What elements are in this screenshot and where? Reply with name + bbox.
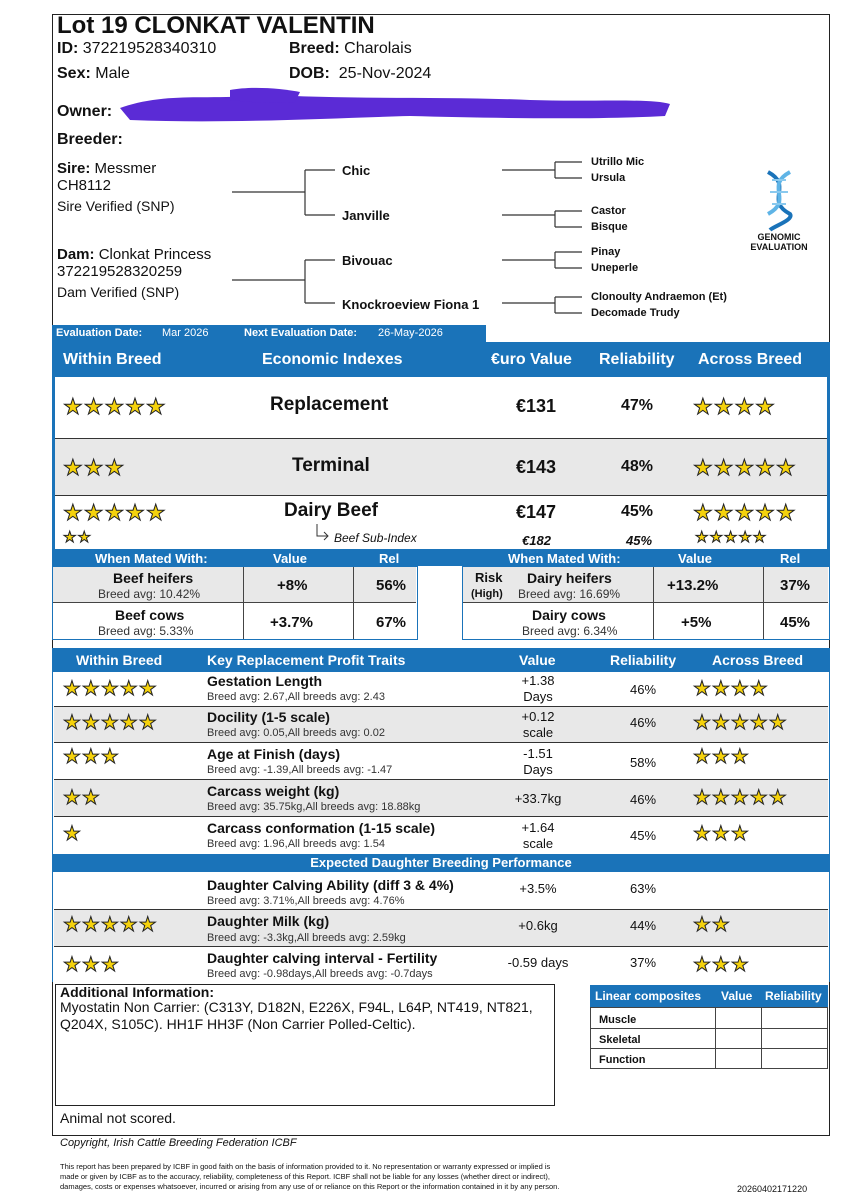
replacement-within-stars: ★★★★★	[63, 394, 167, 419]
beef-heifers-value: +8%	[277, 577, 308, 594]
conformation-rel: 45%	[630, 828, 657, 843]
dam-block: Dam: Clonkat Princess 372219528320259 Dam Verified (SNP)	[57, 246, 212, 300]
linear-muscle: Muscle	[599, 1014, 637, 1026]
gestation-within-stars: ★★★★★	[63, 678, 158, 700]
conformation-within-stars: ★	[63, 823, 82, 845]
milk-rel: 44%	[630, 918, 657, 933]
linear-header-rel: Reliability	[765, 989, 822, 1003]
beef-heifers-avg: Breed avg: 10.42%	[98, 587, 201, 601]
replacement-rel: 47%	[621, 397, 654, 414]
animal-id: ID: 372219528340310	[57, 40, 217, 57]
beef-heifers-rel: 56%	[376, 577, 407, 594]
mated-header-rel-left: Rel	[379, 551, 400, 566]
mated-right-box	[462, 566, 830, 640]
terminal-across-stars: ★★★★★	[693, 455, 797, 480]
terminal-within-stars: ★★★	[63, 455, 126, 480]
fertility-name: Daughter calving interval - Fertility	[207, 950, 438, 966]
terminal-rel: 48%	[621, 458, 654, 475]
dairy-heifers-name: Dairy heifers	[527, 570, 612, 586]
breeder-label: Breeder:	[57, 131, 123, 148]
finish-rel: 58%	[630, 755, 657, 770]
animal-scored: Animal not scored.	[60, 1110, 176, 1126]
daughter-header-label: Expected Daughter Breeding Performance	[310, 855, 572, 870]
print-stamp: 20260402171220	[737, 1184, 808, 1194]
fertility-rel: 37%	[630, 955, 657, 970]
copyright: Copyright, Irish Cattle Breeding Federation ICBF	[60, 1137, 297, 1149]
milk-value: +0.6kg	[518, 918, 558, 933]
traits-header-value: Value	[519, 652, 556, 668]
milk-avg: Breed avg: -3.3kg,All breeds avg: 2.59kg	[207, 932, 406, 944]
terminal-name: Terminal	[292, 455, 370, 476]
finish-across-stars: ★★★	[693, 746, 750, 768]
fertility-across-stars: ★★★	[693, 954, 750, 976]
risk-level: (High)	[471, 588, 503, 600]
gg-3: Castor	[591, 205, 626, 217]
traits-header-name: Key Replacement Profit Traits	[207, 652, 406, 668]
carcass-weight-value: +33.7kg	[514, 791, 562, 806]
subindex-name: Beef Sub-Index	[334, 531, 417, 545]
dam-sire: Bivouac	[342, 253, 393, 268]
dairy-cows-value: +5%	[681, 614, 712, 631]
dairy-cows-name: Dairy cows	[532, 607, 606, 623]
carcass-weight-within-stars: ★★	[63, 787, 101, 809]
index-header-name: Economic Indexes	[262, 351, 403, 368]
additional-label: Additional Information:	[60, 984, 214, 1000]
finish-within-stars: ★★★	[63, 746, 120, 768]
mated-header-rel-right: Rel	[780, 551, 801, 566]
docility-avg: Breed avg: 0.05,All breeds avg: 0.02	[207, 727, 385, 739]
dairybeef-value: €147	[516, 502, 557, 522]
finish-value: -1.51 Days	[523, 746, 553, 777]
gestation-rel: 46%	[630, 682, 657, 697]
calving-ability-name: Daughter Calving Ability (diff 3 & 4%)	[207, 877, 454, 893]
mated-header-value-left: Value	[273, 551, 307, 566]
gg-6: Uneperle	[591, 262, 639, 274]
disclaimer: This report has been prepared by ICBF in good faith on the basis of information provided to it. No representation or warranty expressed or implied is made or given by ICBF as to the accuracy, reliability, completeness of this Report. ICBF shall not be liable for any losses (whether direct or indirect), damages, costs or expenses whatsoever, incurred or arising from any use of or reliance on this Report or the information contained in it by any person.	[60, 1162, 560, 1191]
dairy-cows-rel: 45%	[780, 614, 811, 631]
beef-heifers-name: Beef heifers	[113, 570, 194, 586]
traits-header-across: Across Breed	[712, 652, 804, 668]
mated-header-right: When Mated With:	[508, 551, 621, 566]
gg-4: Bisque	[591, 221, 628, 233]
finish-name: Age at Finish (days)	[207, 746, 341, 762]
fertility-avg: Breed avg: -0.98days,All breeds avg: -0.7days	[207, 968, 433, 980]
breed: Breed: Charolais	[289, 40, 412, 57]
subindex-arrow-icon	[314, 524, 330, 542]
calving-ability-value: +3.5%	[519, 881, 557, 896]
subindex-within-stars: ★★	[63, 529, 92, 546]
replacement-across-stars: ★★★★	[693, 394, 776, 419]
beef-cows-value: +3.7%	[270, 614, 313, 631]
milk-across-stars: ★★	[693, 914, 731, 936]
owner-label: Owner:	[57, 103, 113, 120]
dairybeef-rel: 45%	[621, 503, 654, 520]
gg-2: Ursula	[591, 172, 626, 184]
docility-name: Docility (1-5 scale)	[207, 709, 330, 725]
gg-7: Clonoulty Andraemon (Et)	[591, 291, 727, 303]
beef-cows-avg: Breed avg: 5.33%	[98, 624, 194, 638]
milk-within-stars: ★★★★★	[63, 914, 158, 936]
sire-block: Sire: Messmer CH8112 Sire Verified (SNP)	[57, 160, 175, 214]
docility-value: +0.12 scale	[521, 709, 555, 740]
traits-header-rel: Reliability	[610, 652, 677, 668]
dairybeef-across-stars: ★★★★★	[693, 500, 797, 525]
dna-icon	[760, 170, 798, 232]
gestation-value: +1.38 Days	[521, 673, 555, 704]
traits-header-within: Within Breed	[76, 652, 163, 668]
gestation-name: Gestation Length	[207, 673, 323, 689]
mated-header-value-right: Value	[678, 551, 712, 566]
replacement-value: €131	[516, 396, 557, 416]
mated-header-left: When Mated With:	[95, 551, 208, 566]
carcass-weight-rel: 46%	[630, 792, 657, 807]
linear-header-value: Value	[721, 989, 753, 1003]
additional-text: Myostatin Non Carrier: (C313Y, D182N, E226X, F94L, L64P, NT419, NT821, Q204X, S105C). HH1F HH3F (Non Carrier Polled-Celtic).	[60, 999, 533, 1032]
subindex-across-stars: ★★★★★	[695, 529, 768, 546]
index-header-within: Within Breed	[63, 351, 162, 368]
carcass-weight-avg: Breed avg: 35.75kg,All breeds avg: 18.88kg	[207, 801, 421, 813]
dairy-heifers-rel: 37%	[780, 577, 811, 594]
docility-rel: 46%	[630, 715, 657, 730]
gg-1: Utrillo Mic	[591, 156, 645, 168]
subindex-value: €182	[522, 533, 551, 548]
evaluation-bar: Evaluation Date: Mar 2026 Next Evaluation Date: 26-May-2026	[52, 325, 486, 342]
gestation-avg: Breed avg: 2.67,All breeds avg: 2.43	[207, 691, 385, 703]
calving-ability-avg: Breed avg: 3.71%,All breeds avg: 4.76%	[207, 895, 405, 907]
index-header-across: Across Breed	[698, 351, 803, 368]
linear-function: Function	[599, 1054, 646, 1066]
subindex-rel: 45%	[626, 533, 653, 548]
docility-within-stars: ★★★★★	[63, 712, 158, 734]
pedigree-lines	[0, 0, 865, 330]
dairy-cows-avg: Breed avg: 6.34%	[522, 624, 618, 638]
dam-dam: Knockroeview Fiona 1	[342, 297, 480, 312]
carcass-weight-name: Carcass weight (kg)	[207, 783, 340, 799]
fertility-value: -0.59 days	[507, 955, 569, 970]
replacement-name: Replacement	[270, 394, 389, 415]
linear-skeletal: Skeletal	[599, 1034, 641, 1046]
conformation-across-stars: ★★★	[693, 823, 750, 845]
dairy-heifers-value: +13.2%	[667, 577, 719, 594]
terminal-value: €143	[516, 457, 557, 477]
fertility-within-stars: ★★★	[63, 954, 120, 976]
dairy-heifers-avg: Breed avg: 16.69%	[518, 587, 621, 601]
index-header-value: €uro Value	[491, 351, 572, 368]
page-title: Lot 19 CLONKAT VALENTIN	[57, 12, 375, 39]
conformation-name: Carcass conformation (1-15 scale)	[207, 820, 435, 836]
linear-header-name: Linear composites	[595, 989, 702, 1003]
conformation-value: +1.64 scale	[521, 820, 555, 851]
docility-across-stars: ★★★★★	[693, 712, 788, 734]
gestation-across-stars: ★★★★	[693, 678, 769, 700]
gg-5: Pinay	[591, 246, 621, 258]
carcass-weight-across-stars: ★★★★★	[693, 787, 788, 809]
sex: Sex: Male	[57, 65, 130, 82]
dob: DOB: 25-Nov-2024	[289, 65, 432, 82]
beef-cows-name: Beef cows	[115, 607, 185, 623]
dairybeef-name: Dairy Beef	[284, 500, 378, 521]
calving-ability-rel: 63%	[630, 881, 657, 896]
beef-cows-rel: 67%	[376, 614, 407, 631]
index-header-rel: Reliability	[599, 351, 675, 368]
risk-label: Risk	[475, 570, 503, 585]
conformation-avg: Breed avg: 1.96,All breeds avg: 1.54	[207, 838, 385, 850]
gg-8: Decomade Trudy	[591, 307, 680, 319]
sire-sire: Chic	[342, 163, 371, 178]
dairybeef-within-stars: ★★★★★	[63, 500, 167, 525]
genomic-label: GENOMIC EVALUATION	[750, 232, 808, 252]
sire-dam: Janville	[342, 208, 390, 223]
milk-name: Daughter Milk (kg)	[207, 913, 330, 929]
finish-avg: Breed avg: -1.39,All breeds avg: -1.47	[207, 764, 393, 776]
